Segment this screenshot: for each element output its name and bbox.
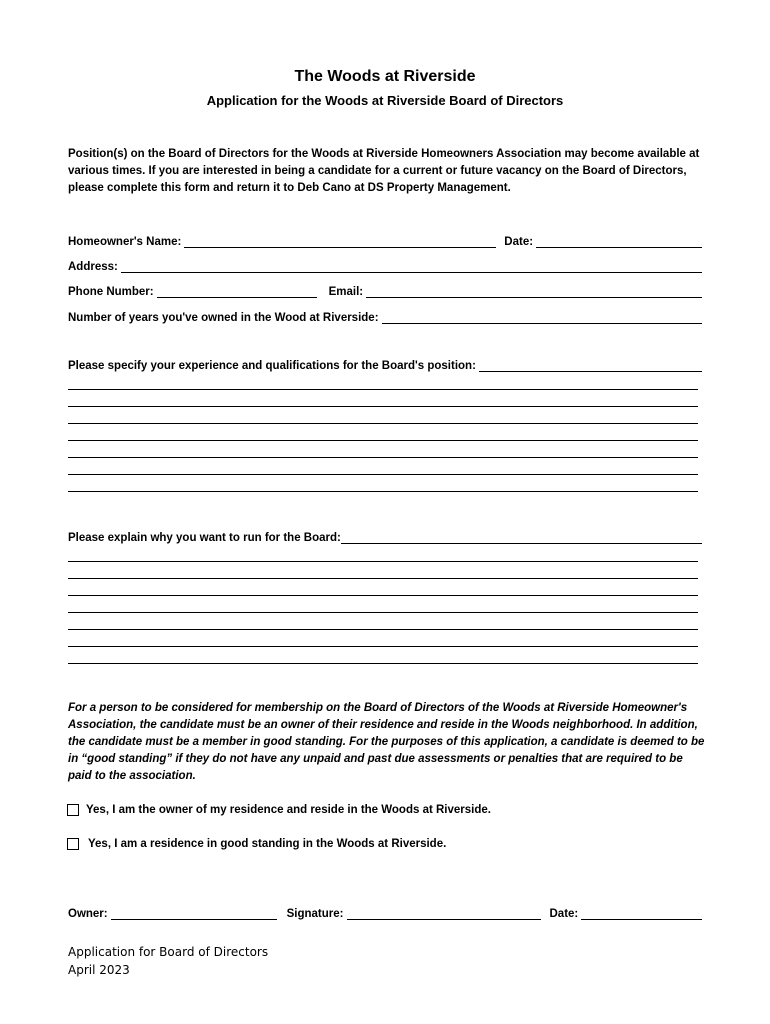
years-owned-row bbox=[68, 310, 702, 324]
why-run-answer-line[interactable] bbox=[341, 533, 702, 544]
owner-checkbox-label: Yes, I am the owner of my residence and reside in the Woods at Riverside. bbox=[86, 804, 491, 816]
why-run-answer-line[interactable] bbox=[68, 561, 698, 562]
email-field[interactable] bbox=[366, 287, 702, 298]
phone-label: Phone Number: bbox=[68, 286, 154, 298]
good-standing-checkbox[interactable] bbox=[67, 838, 79, 850]
signature-label: Signature: bbox=[286, 908, 344, 920]
why-run-question-row bbox=[68, 530, 702, 544]
homeowner-name-row bbox=[68, 234, 702, 248]
document-footer bbox=[68, 943, 268, 979]
signature-row bbox=[68, 906, 702, 920]
phone-email-row bbox=[68, 284, 702, 298]
experience-answer-line[interactable] bbox=[479, 361, 702, 372]
document-subtitle: Application for the Woods at Riverside Board of Directors bbox=[206, 93, 564, 108]
why-run-answer-line[interactable] bbox=[68, 646, 698, 647]
why-run-question-label: Please explain why you want to run for the Board: bbox=[68, 532, 341, 544]
date-field[interactable] bbox=[536, 237, 702, 248]
phone-field[interactable] bbox=[157, 287, 317, 298]
address-label: Address: bbox=[68, 261, 118, 273]
experience-answer-line[interactable] bbox=[68, 423, 698, 424]
address-field[interactable] bbox=[121, 262, 702, 273]
signature-date-label: Date: bbox=[549, 908, 579, 920]
good-standing-checkbox-row[interactable] bbox=[67, 838, 446, 850]
homeowner-name-label: Homeowner's Name: bbox=[68, 236, 182, 248]
owner-checkbox[interactable] bbox=[67, 804, 79, 816]
years-owned-label: Number of years you've owned in the Wood at Riverside: bbox=[68, 312, 379, 324]
owner-field[interactable] bbox=[111, 909, 277, 920]
experience-question-label: Please specify your experience and qualifications for the Board's position: bbox=[68, 360, 476, 372]
homeowner-name-field[interactable] bbox=[184, 237, 496, 248]
footer-form-name: Application for Board of Directors bbox=[68, 945, 269, 959]
why-run-answer-line[interactable] bbox=[68, 578, 698, 579]
eligibility-note: For a person to be considered for membership on the Board of Directors of the Woods at Riverside Homeowner's Association, the candidate must be an owner of their residence and reside in the Woods neighborhood. In addition, the candidate must be a member in good standing. For the purposes of this application, a candidate is deemed to be in “good standing” if they do not have any unpaid and past due assessments or penalties that are required to be paid to the association. bbox=[68, 702, 705, 782]
date-label: Date: bbox=[504, 236, 534, 248]
experience-question-row bbox=[68, 358, 702, 372]
owner-checkbox-row[interactable] bbox=[67, 804, 491, 816]
email-label: Email: bbox=[328, 286, 364, 298]
signature-date-field[interactable] bbox=[581, 909, 702, 920]
signature-field[interactable] bbox=[347, 909, 541, 920]
owner-label: Owner: bbox=[68, 908, 108, 920]
experience-answer-line[interactable] bbox=[68, 440, 698, 441]
intro-paragraph: Position(s) on the Board of Directors for the Woods at Riverside Homeowners Association may become available at various times. If you are interested in being a candidate for a current or future vacancy on the Board of Directors, please complete this form and return it to Deb Cano at DS Property Management. bbox=[68, 148, 700, 194]
footer-date: April 2023 bbox=[68, 963, 130, 977]
address-row bbox=[68, 259, 702, 273]
experience-answer-line[interactable] bbox=[68, 406, 698, 407]
experience-answer-line[interactable] bbox=[68, 457, 698, 458]
experience-answer-line[interactable] bbox=[68, 491, 698, 492]
why-run-answer-line[interactable] bbox=[68, 629, 698, 630]
experience-answer-line[interactable] bbox=[68, 474, 698, 475]
years-owned-field[interactable] bbox=[382, 313, 702, 324]
experience-answer-line[interactable] bbox=[68, 389, 698, 390]
document-title: The Woods at Riverside bbox=[294, 68, 476, 85]
why-run-answer-line[interactable] bbox=[68, 595, 698, 596]
why-run-answer-line[interactable] bbox=[68, 612, 698, 613]
why-run-answer-line[interactable] bbox=[68, 663, 698, 664]
good-standing-checkbox-label: Yes, I am a residence in good standing in the Woods at Riverside. bbox=[88, 838, 447, 850]
